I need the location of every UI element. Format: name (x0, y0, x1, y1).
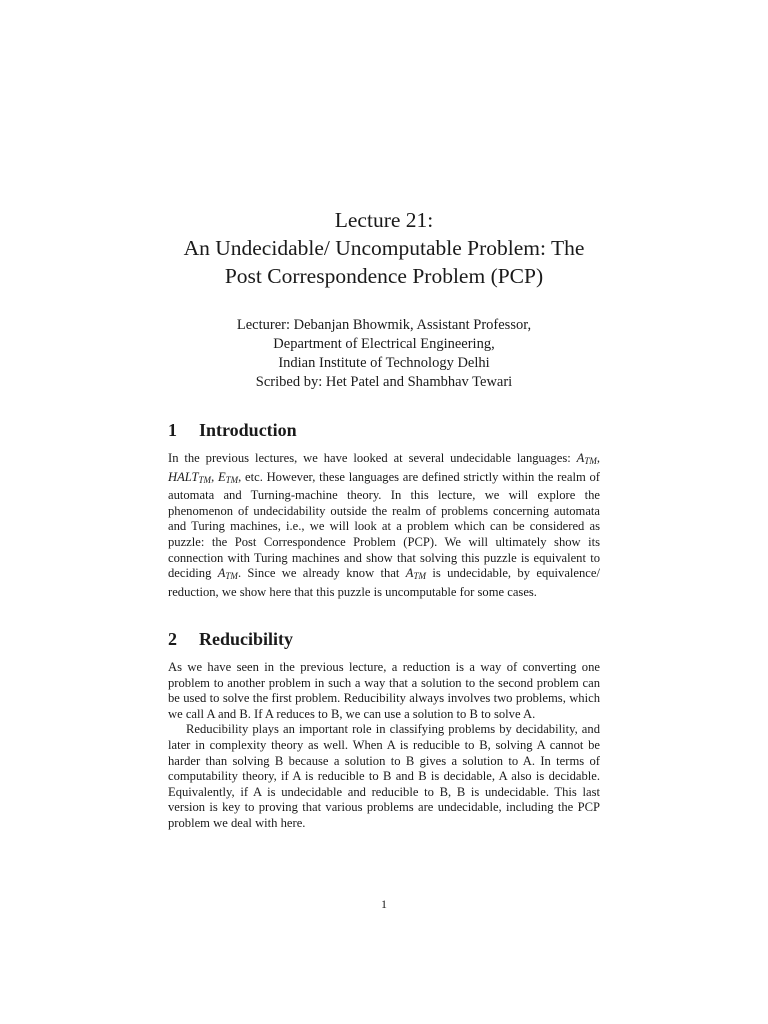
author-block (0, 316, 768, 392)
page-number: 1 (381, 897, 387, 911)
math-atm: A (405, 566, 414, 581)
lecturer-line: Lecturer: Debanjan Bhowmik, Assistant Professor, (236, 317, 532, 333)
title-line-1: Lecture 21: (334, 208, 434, 232)
department-line: Department of Electrical Engineering, (273, 336, 495, 352)
math-subscript: TM (225, 571, 238, 582)
section-heading (168, 627, 600, 651)
math-subscript: TM (225, 474, 239, 485)
text-run: is undecidable, by equivalence/ reduction, we show here that this puzzle is uncomputable for some cases. (168, 566, 600, 599)
paper-title (0, 206, 768, 290)
section-title: Reducibility (199, 629, 294, 649)
section-introduction (168, 418, 600, 600)
math-etm: E (217, 469, 226, 484)
math-atm: A (576, 451, 585, 465)
section-number: 1 (168, 420, 177, 440)
text-run: . Since we already know that (237, 566, 406, 581)
reducibility-paragraph-1: As we have seen in the previous lecture, a reduction is a way of converting one problem to another problem in such a way that a solution to the second problem can be used to solve the first problem. Reducibility always involves two problems, which we call A and B. If A reduces to B, we can use a solution to B to solve A. (168, 660, 600, 721)
math-halt: HALT (168, 469, 199, 484)
section-number: 2 (168, 629, 177, 649)
text-run: , etc. However, these languages are defined strictly within the realm of automata and Turning-machine theory. In this lecture, we will explore the phenomenon of undecidability outside the realm of problems concerning automata and Turing machines, i.e., we will look at a problem which can be considered as puzzle: the Post Correspondence Problem (PCP). We will ultimately show its connection with Turing machines and show that solving this puzzle is equivalent to deciding (168, 469, 600, 581)
title-line-2: An Undecidable/ Uncomputable Problem: The (183, 236, 585, 260)
math-subscript: TM (584, 456, 597, 466)
section-heading (168, 418, 600, 442)
text-run: , (596, 451, 600, 465)
math-subscript: TM (413, 571, 426, 582)
section-title: Introduction (199, 420, 297, 440)
scribes-line: Scribed by: Het Patel and Shambhav Tewari (255, 374, 513, 390)
institute-line: Indian Institute of Technology Delhi (278, 355, 490, 371)
title-line-3: Post Correspondence Problem (PCP) (224, 264, 544, 288)
text-run: In the previous lectures, we have looked at several undecidable languages: (168, 451, 577, 465)
text-run: , (211, 469, 218, 484)
math-atm: A (217, 566, 226, 581)
reducibility-paragraph-2: Reducibility plays an important role in classifying problems by decidability, and later in complexity theory as well. When A is reducible to B, solving A cannot be harder than solving B because a solution to B gives a solution to A. In terms of computability theory, if A is reducible to B and B is decidable, A also is decidable. Equivalently, if A is undecidable and reducible to B, B is undecidable. This last version is key to proving that various problems are undecidable, including the PCP problem we deal with here. (168, 722, 600, 830)
math-subscript: TM (198, 474, 212, 485)
introduction-paragraph (168, 451, 600, 600)
section-reducibility (168, 627, 600, 832)
